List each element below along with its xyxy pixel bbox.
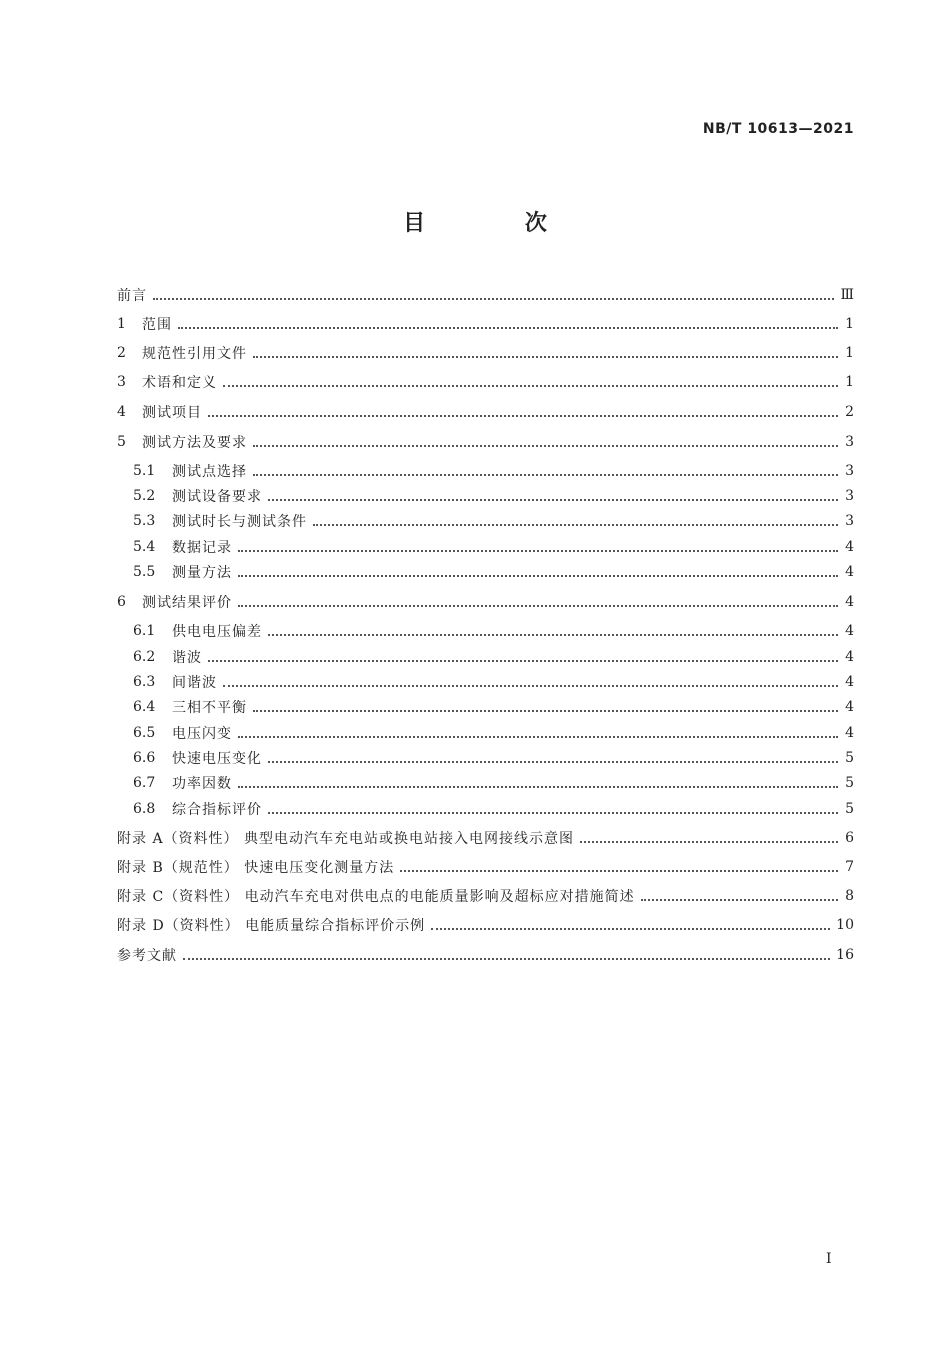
dot-leader <box>208 660 838 662</box>
toc-entry-number: 5.5 <box>133 564 156 580</box>
toc-entry-number: 5.2 <box>133 488 156 504</box>
dot-leader <box>253 356 838 358</box>
dot-leader <box>253 445 838 447</box>
toc-entry-page: Ⅲ <box>840 287 854 303</box>
toc-entry-title: 三相不平衡 <box>172 700 247 716</box>
toc-entry-title: 范围 <box>142 317 172 333</box>
toc-entry-title: 综合指标评价 <box>172 802 262 818</box>
toc-entry[interactable] <box>117 797 854 821</box>
dot-leader <box>153 298 834 300</box>
toc-entry[interactable] <box>117 283 854 307</box>
toc-entry-title: 附录 A（资料性） 典型电动汽车充电站或换电站接入电网接线示意图 <box>117 831 575 847</box>
dot-leader <box>268 761 838 763</box>
toc-entry-title: 附录 B（规范性） 快速电压变化测量方法 <box>117 860 395 876</box>
toc-entry-page: 16 <box>836 947 854 963</box>
toc-entry-title: 电压闪变 <box>172 726 232 742</box>
toc-entry-number: 2 <box>117 345 126 361</box>
toc-entry-number: 5.4 <box>133 539 156 555</box>
toc-entry-number: 5.1 <box>133 463 156 479</box>
toc-entry-page: 4 <box>845 623 854 639</box>
toc-entry-page: 1 <box>845 345 854 361</box>
toc-entry-number: 6.7 <box>133 775 156 791</box>
toc-entry-title: 术语和定义 <box>142 375 217 391</box>
toc-entry-number: 4 <box>117 404 126 420</box>
dot-leader <box>223 385 838 387</box>
toc-entry-page: 4 <box>845 674 854 690</box>
toc-entry[interactable] <box>117 884 854 908</box>
toc-entry-title: 测试时长与测试条件 <box>172 514 307 530</box>
toc-entry-page: 5 <box>845 775 854 791</box>
toc-entry-number: 5.3 <box>133 513 156 529</box>
dot-leader <box>238 786 838 788</box>
toc-entry-page: 4 <box>845 699 854 715</box>
toc-entry-title: 测量方法 <box>172 565 232 581</box>
toc-entry-title: 数据记录 <box>172 540 232 556</box>
toc-entry-number: 6.3 <box>133 674 156 690</box>
toc-entry-page: 3 <box>845 434 854 450</box>
toc-entry[interactable] <box>117 312 854 336</box>
toc-entry-title: 谐波 <box>172 650 202 666</box>
dot-leader <box>253 474 838 476</box>
toc-entry[interactable] <box>117 826 854 850</box>
toc-entry-page: 3 <box>845 463 854 479</box>
toc-entry[interactable] <box>117 535 854 559</box>
dot-leader <box>580 841 838 843</box>
toc-entry-page: 5 <box>845 801 854 817</box>
dot-leader <box>253 710 838 712</box>
toc-entry-title: 快速电压变化 <box>172 751 262 767</box>
toc-entry[interactable] <box>117 484 854 508</box>
toc-entry[interactable] <box>117 560 854 584</box>
dot-leader <box>268 812 838 814</box>
toc-entry-title: 前言 <box>117 288 147 304</box>
dot-leader <box>400 870 838 872</box>
toc-entry-page: 1 <box>845 374 854 390</box>
toc-entry-title: 测试结果评价 <box>142 595 232 611</box>
toc-entry-title: 规范性引用文件 <box>142 346 247 362</box>
toc-entry-title: 测试方法及要求 <box>142 435 247 451</box>
dot-leader <box>208 415 838 417</box>
toc-entry[interactable] <box>117 721 854 745</box>
toc-entry-page: 4 <box>845 725 854 741</box>
dot-leader <box>431 928 830 930</box>
toc-entry[interactable] <box>117 670 854 694</box>
toc-entry-page: 4 <box>845 564 854 580</box>
toc-entry-number: 6.2 <box>133 649 156 665</box>
toc-entry[interactable] <box>117 400 854 424</box>
toc-entry-title: 测试项目 <box>142 405 202 421</box>
toc-entry-page: 6 <box>845 830 854 846</box>
toc-entry-page: 4 <box>845 594 854 610</box>
toc-entry[interactable] <box>117 746 854 770</box>
toc-entry[interactable] <box>117 855 854 879</box>
toc-entry-title: 参考文献 <box>117 948 177 964</box>
dot-leader <box>238 575 838 577</box>
toc-entry[interactable] <box>117 370 854 394</box>
toc-entry-number: 3 <box>117 374 126 390</box>
toc-title: 目 次 <box>403 211 593 236</box>
dot-leader <box>238 605 838 607</box>
dot-leader <box>268 634 838 636</box>
toc-entry-page: 5 <box>845 750 854 766</box>
dot-leader <box>183 958 830 960</box>
toc-entry-number: 5 <box>117 434 126 450</box>
toc-entry-title: 测试设备要求 <box>172 489 262 505</box>
toc-entry-number: 6 <box>117 594 126 610</box>
toc-entry-page: 2 <box>845 404 854 420</box>
toc-entry-number: 6.8 <box>133 801 156 817</box>
toc-entry[interactable] <box>117 913 854 937</box>
toc-entry-page: 8 <box>845 888 854 904</box>
toc-entry[interactable] <box>117 771 854 795</box>
toc-entry[interactable] <box>117 459 854 483</box>
dot-leader <box>268 499 838 501</box>
toc-entry-number: 6.5 <box>133 725 156 741</box>
toc-entry-page: 4 <box>845 649 854 665</box>
toc-entry-title: 测试点选择 <box>172 464 247 480</box>
toc-entry-page: 7 <box>845 859 854 875</box>
toc-entry[interactable] <box>117 619 854 643</box>
toc-entry-title: 附录 D（资料性） 电能质量综合指标评价示例 <box>117 918 426 934</box>
dot-leader <box>641 899 838 901</box>
toc-entry-page: 3 <box>845 513 854 529</box>
toc-entry[interactable] <box>117 509 854 533</box>
toc-entry-page: 3 <box>845 488 854 504</box>
standard-code: NB/T 10613—2021 <box>702 121 854 137</box>
dot-leader <box>238 550 838 552</box>
dot-leader <box>238 736 838 738</box>
toc-entry-title: 供电电压偏差 <box>172 624 262 640</box>
dot-leader <box>223 685 838 687</box>
toc-entry-title: 附录 C（资料性） 电动汽车充电对供电点的电能质量影响及超标应对措施简述 <box>117 889 635 905</box>
dot-leader <box>178 327 838 329</box>
toc-entry-title: 功率因数 <box>172 776 232 792</box>
toc-entry-number: 6.1 <box>133 623 156 639</box>
toc-entry-page: 4 <box>845 539 854 555</box>
toc-entry[interactable] <box>117 341 854 365</box>
toc-entry[interactable] <box>117 645 854 669</box>
toc-entry-number: 6.4 <box>133 699 156 715</box>
toc-entry-number: 1 <box>117 316 126 332</box>
toc-entry[interactable] <box>117 695 854 719</box>
toc-entry[interactable] <box>117 943 854 967</box>
toc-entry-title: 间谐波 <box>172 675 217 691</box>
dot-leader <box>313 524 838 526</box>
toc-entry-page: 1 <box>845 316 854 332</box>
page-number: I <box>826 1251 832 1267</box>
toc-entry[interactable] <box>117 590 854 614</box>
toc-entry-page: 10 <box>836 917 854 933</box>
toc-entry[interactable] <box>117 430 854 454</box>
toc-entry-number: 6.6 <box>133 750 156 766</box>
